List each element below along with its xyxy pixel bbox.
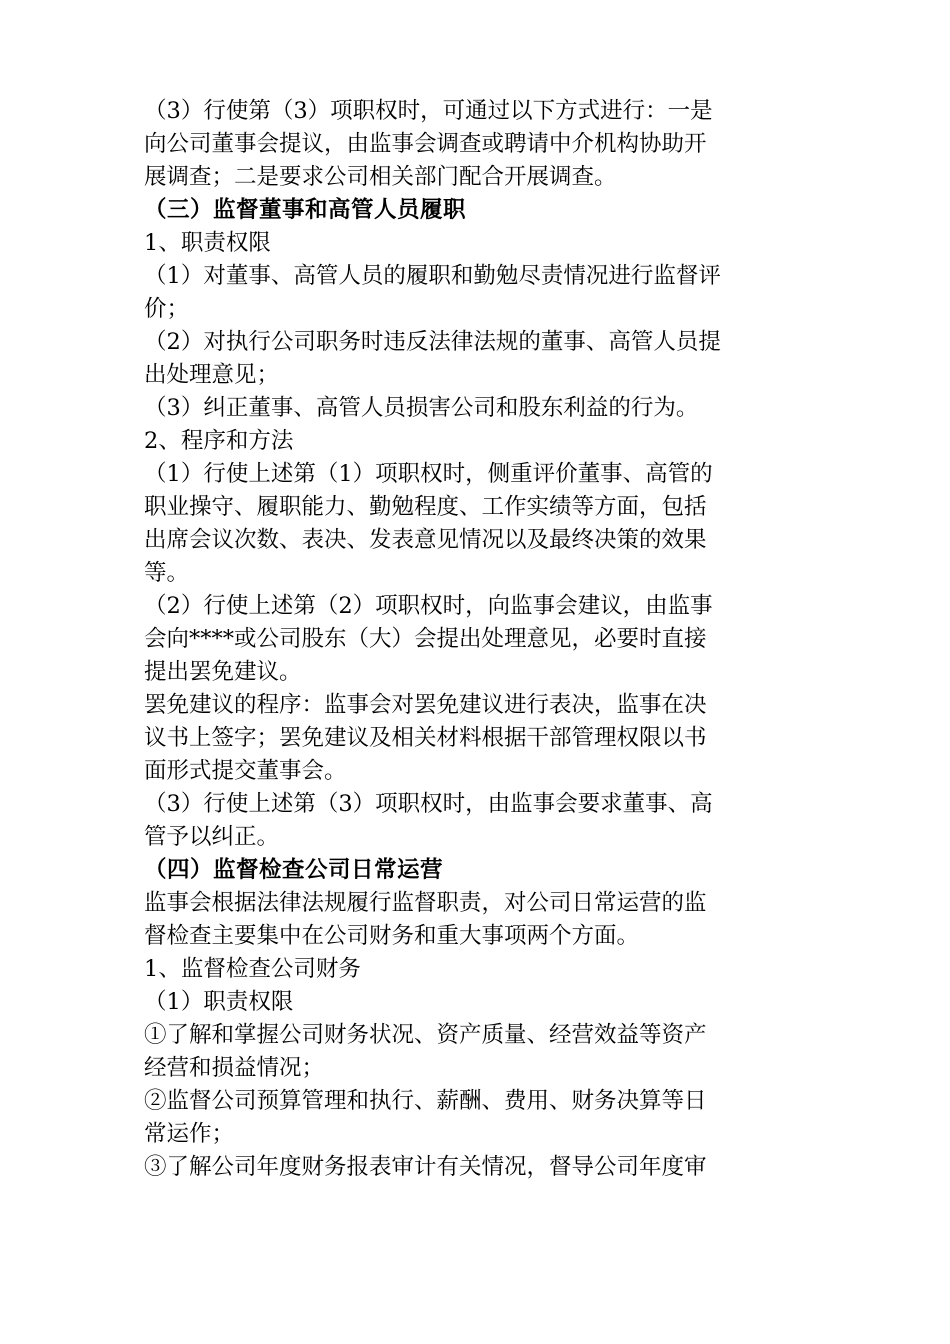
text-line: （3）纠正董事、高管人员损害公司和股东利益的行为。 bbox=[144, 395, 699, 421]
paragraph bbox=[144, 95, 804, 194]
section-heading bbox=[144, 194, 804, 227]
paragraph bbox=[144, 227, 804, 260]
text-line: 价； bbox=[144, 296, 190, 322]
text-line: ③了解公司年度财务报表审计有关情况，督导公司年度审 bbox=[144, 1154, 707, 1180]
paragraph bbox=[144, 1151, 804, 1184]
paragraph bbox=[144, 1019, 804, 1085]
paragraph bbox=[144, 425, 804, 458]
text-line: （1）对董事、高管人员的履职和勤勉尽责情况进行监督评 bbox=[144, 263, 721, 289]
text-line: 议书上签字；罢免建议及相关材料根据干部管理权限以书 bbox=[144, 725, 707, 751]
section-heading bbox=[144, 854, 804, 887]
document-body bbox=[144, 95, 804, 1184]
paragraph bbox=[144, 590, 804, 689]
paragraph bbox=[144, 260, 804, 326]
text-line: 1、职责权限 bbox=[144, 230, 271, 256]
text-line: 出处理意见； bbox=[144, 362, 280, 388]
paragraph bbox=[144, 953, 804, 986]
text-line: 常运作； bbox=[144, 1121, 235, 1147]
text-line: 1、监督检查公司财务 bbox=[144, 956, 361, 982]
paragraph bbox=[144, 986, 804, 1019]
text-line: 出席会议次数、表决、发表意见情况以及最终决策的效果 bbox=[144, 527, 707, 553]
text-line: 监事会根据法律法规履行监督职责，对公司日常运营的监 bbox=[144, 890, 707, 916]
text-line: 等。 bbox=[144, 560, 190, 586]
text-line: 督检查主要集中在公司财务和重大事项两个方面。 bbox=[144, 923, 640, 949]
paragraph bbox=[144, 788, 804, 854]
text-line: （2）行使上述第（2）项职权时，向监事会建议，由监事 bbox=[144, 593, 713, 619]
text-line: （1）行使上述第（1）项职权时，侧重评价董事、高管的 bbox=[144, 461, 713, 487]
paragraph bbox=[144, 887, 804, 953]
paragraph bbox=[144, 458, 804, 590]
text-line: （3）行使第（3）项职权时，可通过以下方式进行：一是 bbox=[144, 98, 713, 124]
paragraph bbox=[144, 1085, 804, 1151]
text-line: （3）行使上述第（3）项职权时，由监事会要求董事、高 bbox=[144, 791, 713, 817]
text-line: 罢免建议的程序：监事会对罢免建议进行表决，监事在决 bbox=[144, 692, 707, 718]
text-line: ②监督公司预算管理和执行、薪酬、费用、财务决算等日 bbox=[144, 1088, 707, 1114]
text-line: （2）对执行公司职务时违反法律法规的董事、高管人员提 bbox=[144, 329, 721, 355]
paragraph bbox=[144, 392, 804, 425]
text-line: 提出罢免建议。 bbox=[144, 659, 302, 685]
text-line: 2、程序和方法 bbox=[144, 428, 294, 454]
text-line: 展调查；二是要求公司相关部门配合开展调查。 bbox=[144, 164, 617, 190]
text-line: 向公司董事会提议，由监事会调查或聘请中介机构协助开 bbox=[144, 131, 707, 157]
text-line: 会向****或公司股东（大）会提出处理意见，必要时直接 bbox=[144, 626, 707, 652]
heading-text: （三）监督董事和高管人员履职 bbox=[144, 197, 467, 223]
text-line: 面形式提交董事会。 bbox=[144, 758, 347, 784]
text-line: ①了解和掌握公司财务状况、资产质量、经营效益等资产 bbox=[144, 1022, 707, 1048]
paragraph bbox=[144, 689, 804, 788]
text-line: （1）职责权限 bbox=[144, 989, 294, 1015]
text-line: 经营和损益情况； bbox=[144, 1055, 325, 1081]
heading-text: （四）监督检查公司日常运营 bbox=[144, 857, 444, 883]
paragraph bbox=[144, 326, 804, 392]
text-line: 管予以纠正。 bbox=[144, 824, 280, 850]
text-line: 职业操守、履职能力、勤勉程度、工作实绩等方面，包括 bbox=[144, 494, 707, 520]
